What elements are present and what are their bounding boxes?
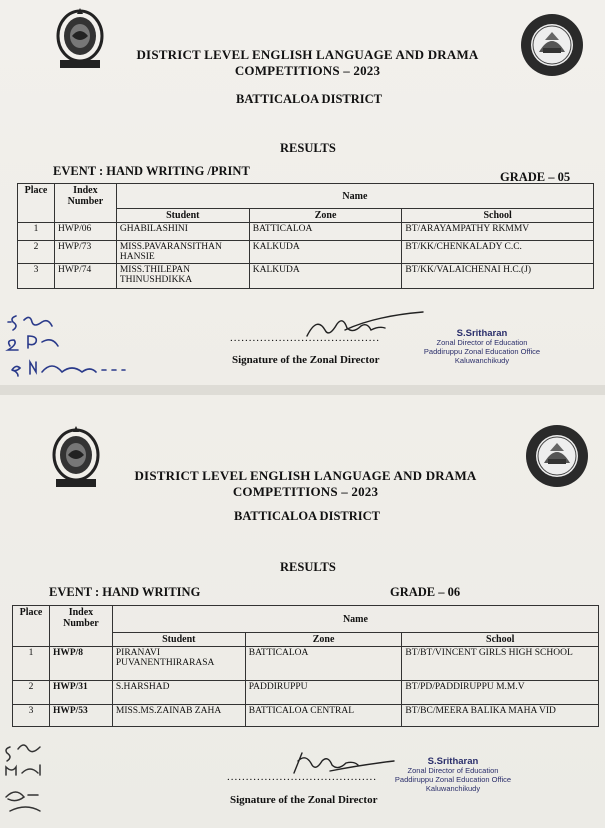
- cell-school: BT/BC/MEERA BALIKA MAHA VID: [402, 705, 599, 727]
- header-student: Student: [112, 633, 245, 647]
- grade-label: GRADE – 06: [390, 585, 461, 599]
- cell-zone: BATTICALOA: [249, 223, 402, 241]
- table-row: [18, 241, 594, 264]
- stamp-name: S.Sritharan: [427, 756, 479, 767]
- stamp-line1: Zonal Director of Education: [407, 766, 499, 775]
- zonal-education-seal-icon: [524, 423, 590, 489]
- cell-index: HWP/06: [54, 223, 116, 241]
- signature-label: Signature of the Zonal Director: [232, 354, 380, 366]
- cell-place: 2: [13, 681, 50, 705]
- cell-zone: KALKUDA: [249, 241, 402, 264]
- signature-dotted-line: ........................................: [230, 332, 380, 344]
- document-title-line2: COMPETITIONS – 2023: [234, 63, 381, 78]
- event-label: EVENT : HAND WRITING /PRINT: [53, 164, 250, 178]
- header-zone: Zone: [245, 633, 402, 647]
- handwritten-notes-icon: [0, 735, 80, 825]
- results-table: [12, 605, 599, 727]
- cell-student: PIRANAVI PUVANENTHIRARASA: [112, 647, 245, 681]
- cell-index: HWP/73: [54, 241, 116, 264]
- sri-lanka-emblem-icon: [52, 6, 108, 72]
- results-sheet-grade-06: [0, 395, 605, 828]
- cell-place: 1: [18, 223, 55, 241]
- zonal-director-stamp: [407, 329, 557, 365]
- header-name: Name: [112, 606, 598, 633]
- header-name: Name: [116, 184, 593, 209]
- cell-school: BT/BT/VINCENT GIRLS HIGH SCHOOL: [402, 647, 599, 681]
- sri-lanka-emblem-icon: [48, 423, 104, 491]
- handwritten-notes-icon: [2, 308, 132, 383]
- results-heading: RESULTS: [280, 560, 336, 574]
- district-heading: BATTICALOA DISTRICT: [234, 509, 380, 523]
- cell-student: MISS.THILEPAN THINUSHDIKKA: [116, 264, 249, 289]
- page-gap: [0, 385, 605, 395]
- cell-zone: BATTICALOA CENTRAL: [245, 705, 402, 727]
- stamp-name: S.Sritharan: [456, 328, 508, 339]
- results-sheet-grade-05: [0, 0, 605, 385]
- cell-school: BT/PD/PADDIRUPPU M.M.V: [402, 681, 599, 705]
- zonal-education-seal-icon: [519, 12, 585, 78]
- cell-zone: KALKUDA: [249, 264, 402, 289]
- document-title-line2: COMPETITIONS – 2023: [232, 484, 379, 499]
- header-school: School: [402, 209, 594, 223]
- stamp-line2: Paddiruppu Zonal Education Office: [423, 347, 541, 356]
- header-index: Index Number: [54, 184, 116, 223]
- cell-place: 3: [18, 264, 55, 289]
- event-label: EVENT : HAND WRITING: [49, 585, 201, 599]
- table-row: [18, 264, 594, 289]
- table-row: [13, 681, 599, 705]
- signature-label: Signature of the Zonal Director: [230, 794, 378, 806]
- cell-school: BT/ARAYAMPATHY RKMMV: [402, 223, 594, 241]
- document-title-line1: DISTRICT LEVEL ENGLISH LANGUAGE AND DRAMA: [136, 47, 479, 62]
- results-heading: RESULTS: [280, 141, 336, 155]
- district-heading: BATTICALOA DISTRICT: [236, 92, 382, 106]
- stamp-line1: Zonal Director of Education: [436, 338, 528, 347]
- cell-zone: PADDIRUPPU: [245, 681, 402, 705]
- zonal-director-stamp: [378, 757, 528, 793]
- cell-school: BT/KK/VALAICHENAI H.C.(J): [402, 264, 594, 289]
- header-place: Place: [13, 606, 50, 647]
- cell-student: MISS.MS.ZAINAB ZAHA: [112, 705, 245, 727]
- signature-dotted-line: ........................................: [227, 771, 377, 783]
- table-row: [13, 705, 599, 727]
- cell-student: MISS.PAVARANSITHAN HANSIE: [116, 241, 249, 264]
- document-title-line1: DISTRICT LEVEL ENGLISH LANGUAGE AND DRAMA: [134, 468, 477, 483]
- table-row: [13, 647, 599, 681]
- cell-student: GHABILASHINI: [116, 223, 249, 241]
- cell-place: 1: [13, 647, 50, 681]
- grade-label: GRADE – 05: [500, 170, 571, 184]
- cell-place: 3: [13, 705, 50, 727]
- header-place: Place: [18, 184, 55, 223]
- cell-zone: BATTICALOA: [245, 647, 402, 681]
- results-table: [17, 183, 594, 289]
- header-school: School: [402, 633, 599, 647]
- cell-place: 2: [18, 241, 55, 264]
- cell-index: HWP/53: [49, 705, 112, 727]
- cell-index: HWP/31: [49, 681, 112, 705]
- stamp-line3: Kaluwanchikudy: [454, 356, 510, 365]
- header-student: Student: [116, 209, 249, 223]
- cell-school: BT/KK/CHENKALADY C.C.: [402, 241, 594, 264]
- stamp-line3: Kaluwanchikudy: [425, 784, 481, 793]
- header-zone: Zone: [249, 209, 402, 223]
- stamp-line2: Paddiruppu Zonal Education Office: [394, 775, 512, 784]
- cell-student: S.HARSHAD: [112, 681, 245, 705]
- header-index: Index Number: [49, 606, 112, 647]
- table-row: [18, 223, 594, 241]
- cell-index: HWP/8: [49, 647, 112, 681]
- cell-index: HWP/74: [54, 264, 116, 289]
